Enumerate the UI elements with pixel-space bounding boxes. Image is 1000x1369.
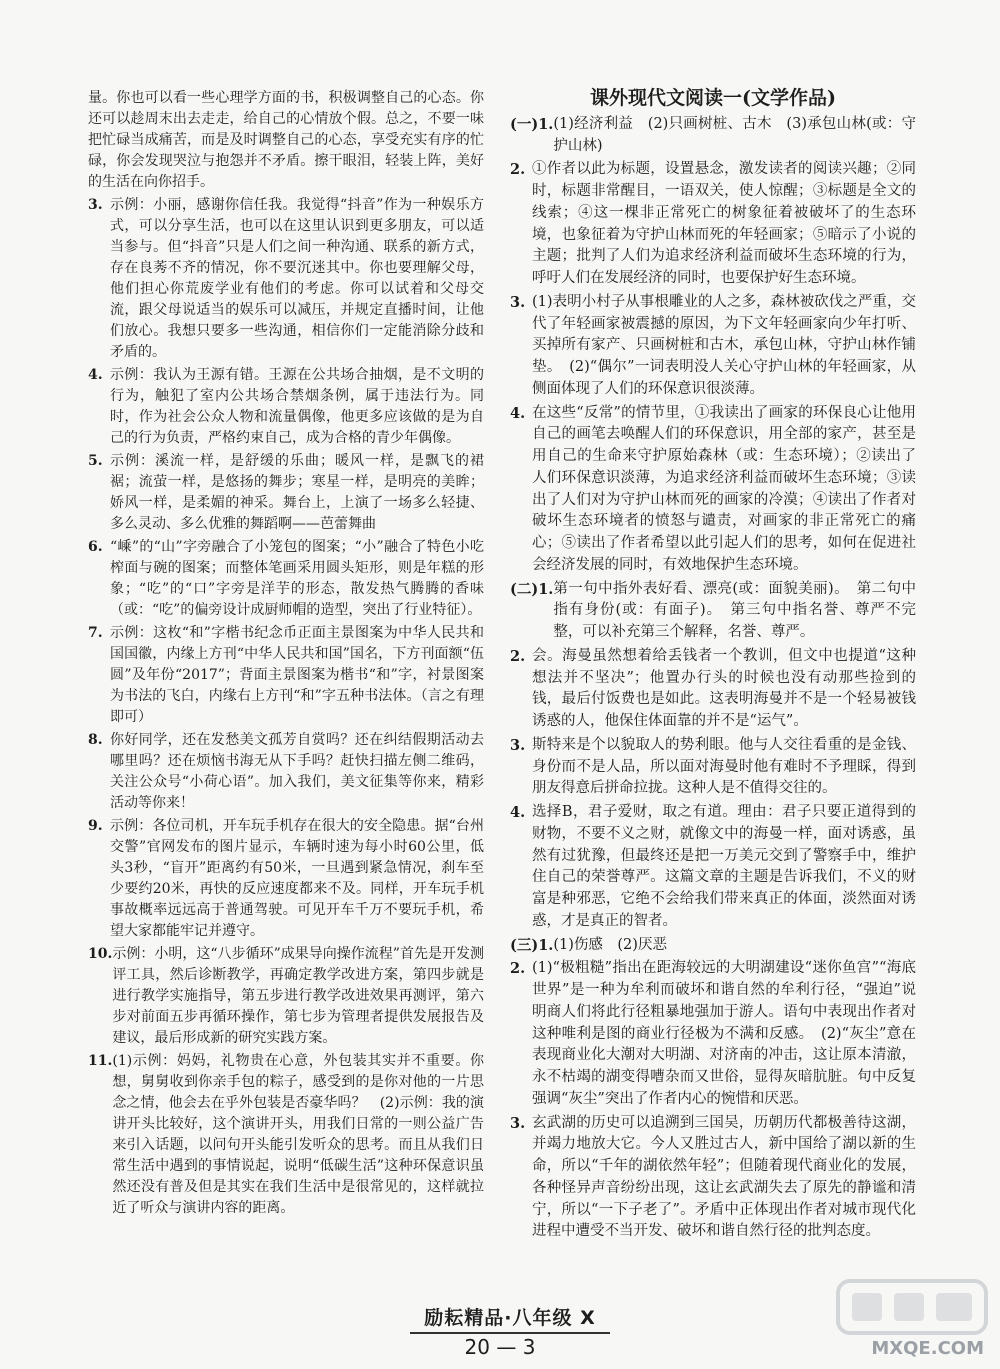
answer-text: ①作者以此为标题，设置悬念，激发读者的阅读兴趣；②同时，标题非常醒目，一语双关，使人惊醒；③标题是全文的线索；④这一棵非正常死亡的树象征着被破坏了的生态环境，也象征着为守护山林而死的年轻画家；⑤暗示了小说的主题；批判了人们为追求经济利益而破坏生态环境的行为，呼吁人们在发展经济的同时，也要保护好生态环境。 xyxy=(532,161,916,286)
answer-item xyxy=(510,646,916,733)
answer-text: 在这些“反常”的情节里，①我读出了画家的环保良心让他用自己的画笔去唤醒人们的环保意识，用全部的家产，甚至是用自己的生命来守护原始森林（或：生态环境）；②读出了人们环保意识淡薄，为追求经济利益而破坏生态环境；③读出了人们对为守护山林而死的画家的冷漠；④读出了作者对破坏生态环境者的愤怒与谴责，对画家的非正常死亡的痛心；⑤读出了作者希望以此引起人们的思考，如何在促进社会经济发展的同时，有效地保护生态环境。 xyxy=(532,404,916,573)
section-title: 课外现代文阅读一(文学作品) xyxy=(590,87,836,109)
answer-number: 3. xyxy=(510,1114,526,1132)
answer-item xyxy=(88,365,484,449)
answer-text: 示例：各位司机，开车玩手机存在很大的安全隐患。据“台州交警”官网发布的图片显示，车辆时速为每小时60公里，低头3秒，“盲开”距离约有50米，一旦遇到紧急情况，刹车至少要约20米，再快的反应速度都来不及。同样，开车玩手机事故概率远远高于普通驾驶。可见开车千万不要玩手机，希望大家都能牢记并遵守。 xyxy=(110,818,484,939)
answer-text: (1)示例：妈妈，礼物贵在心意，外包装其实并不重要。你想，舅舅收到你亲手包的粽子，感受到的是你对他的一片思念之情，他会去在乎外包装是否豪华吗？ (2)示例：我的演讲开头比较好，这个演讲开头，用我们日常的一则公益广告来引入话题，以问句开头能引发听众的思考。而且从我们日常生活中遇到的事情说起，说明“低碳生活”这种环保意识虽然还没有普及但是其实在我们生活中是很常见的，这样就拉近了听众与演讲内容的距离。 xyxy=(112,1053,484,1216)
answer-item xyxy=(510,935,916,957)
answer-text: 示例：小丽，感谢你信任我。我觉得“抖音”作为一种娱乐方式，可以分享生活，也可以在这里认识到更多朋友，可以适当参与。但“抖音”只是人们之间一种沟通、联系的新方式，存在良莠不齐的情况，你不要沉迷其中。你也要理解父母，他们担心你荒废学业有他们的考虑。你可以试着和父母交流，跟父母说适当的娱乐可以减压，并规定直播时间，让他们放心。我想只要多一些沟通，相信你们一定能消除分歧和矛盾的。 xyxy=(110,197,484,360)
answer-number: 4. xyxy=(510,404,526,422)
answer-item xyxy=(510,802,916,933)
answer-text: 会。海曼虽然想着给丢钱者一个教训，但文中也提道“这种想法并不坚决”；他置办行头的时候也没有动那些捡到的钱，最后付饭费也是如此。这表明海曼并不是一个轻易被钱诱惑的人，他保住体面靠的并不是“运气”。 xyxy=(532,647,916,729)
answer-number: 4. xyxy=(510,804,526,821)
answer-item xyxy=(510,958,916,1110)
answer-item xyxy=(510,1113,916,1244)
answer-item xyxy=(510,403,916,577)
book-title: 励耘精品·八年级 X xyxy=(410,1303,610,1334)
answer-number: 2. xyxy=(510,161,526,179)
answer-number: 11. xyxy=(88,1053,113,1069)
answer-text: (1)伤感 (2)厌恶 xyxy=(553,936,667,953)
answer-text: (1)经济利益 (2)只画树桩、古木 (3)承包山林(或：守护山林) xyxy=(553,115,916,154)
answer-number: 6. xyxy=(88,539,103,555)
answer-text: “嵊”的“山”字旁融合了小笼包的图案；“小”融合了特色小吃榨面与碗的图案；而整体笔画采用圆头矩形，则是年糕的形象；“吃”的“口”字旁是洋芋的形态，散发热气腾腾的香味（或：“吃”的偏旁设计成厨师帽的造型，突出了行业特征）。 xyxy=(110,539,484,618)
answer-number: (二)1. xyxy=(510,580,554,598)
answer-item xyxy=(88,816,484,942)
right-column xyxy=(510,88,916,1245)
answer-text: 玄武湖的历史可以追溯到三国吴，历朝历代都极善待这湖，并竭力地放大它。今人又胜过古人，新中国给了湖以新的生命，所以“千年的湖依然年轻”；但随着现代商业化的发展，各种怪异声音纷纷出现，这让玄武湖失去了原先的静谧和清宁，所以“一下子老了”。矛盾中正体现出作者对城市现代化进程中遭受不当开发、破坏和谐自然行径的批判态度。 xyxy=(532,1114,916,1240)
intro-paragraph: 量。你也可以看一些心理学方面的书，积极调整自己的心态。你还可以趁周末出去走走，给自己的心情放个假。总之，不要一味把忙碌当成痛苦，而是及时调整自己的心态，享受充实有序的忙碌，你会发现哭泣与抱怨并不矛盾。擦干眼泪，轻装上阵，美好的生活在向你招手。 xyxy=(88,90,484,190)
left-column xyxy=(88,88,484,1221)
answer-text: 选择B，君子爱财，取之有道。理由：君子只要正道得到的财物，不要不义之财，就像文中的海曼一样，面对诱惑，虽然有过犹豫，但最终还是把一万美元交到了警察手中，维护住自己的荣誉尊严。这篇文章的主题是告诉我们，不义的财富是种邪恶，它绝不会给我们带来真正的体面，淡然面对诱惑，才是真正的智者。 xyxy=(532,804,916,929)
answer-text: 示例：小明，这“八步循环”成果导向操作流程”首先是开发测评工具，然后诊断教学，再确定教学改进方案，第四步就是进行教学实施指导，第五步进行教学改进效果再测评，第六步对前面五步再循环操作，第七步为管理者提供发展报告及建议，最后形成新的研究实践方案。 xyxy=(112,946,484,1046)
answer-number: 3. xyxy=(88,197,103,213)
answer-text: (1)“极粗糙”指出在距海较远的大明湖建设“迷你鱼宫”“海底世界”是一种为牟利而破坏和谐自然的牟利行径，“强迫”说明商人们将此行径粗暴地强加于游人。语句中表现出作者对这种唯利是图的商业行径极为不满和反感。 (2)“灰尘”意在表现商业化大潮对大明湖、对济南的冲击，这让原本清澈，永不枯竭的湖变得嘈杂而又世俗，显得灰暗肮脏。句中反复强调“灰尘”突出了作者内心的惋惜和厌恶。 xyxy=(532,960,916,1107)
answer-number: (三)1. xyxy=(510,936,554,954)
answer-number: 7. xyxy=(88,625,103,641)
answer-item xyxy=(88,451,484,535)
answer-item xyxy=(510,735,916,800)
answer-number: 5. xyxy=(88,453,103,469)
answer-item xyxy=(88,730,484,814)
page-number: 20 — 3 xyxy=(464,1335,536,1359)
answer-item xyxy=(88,537,484,621)
answer-item xyxy=(510,579,916,644)
answer-text: 示例：溪流一样，是舒缓的乐曲；暖风一样，是飘飞的裙裾；流萤一样，是悠扬的舞步；寒星一样，是明亮的美眸；娇风一样，是柔媚的神采。舞台上，上演了一场多么轻捷、多么灵动、多么优雅的舞蹈啊——芭蕾舞曲 xyxy=(110,453,484,532)
answer-number: 3. xyxy=(510,736,526,754)
answer-item xyxy=(510,114,916,158)
watermark-text: MXQE.COM xyxy=(871,1338,984,1359)
answer-number: 3. xyxy=(510,293,526,311)
answer-text: (1)表明小村子从事根雕业的人之多，森林被砍伐之严重，交代了年轻画家被震撼的原因，为下文年轻画家向少年打听、买掉所有家产、只画树桩和古木，承包山林，守护山林作铺垫。 (2)“偶尔”一词表明没人关心守护山林的年轻画家，从侧面体现了人们的环保意识很淡薄。 xyxy=(532,293,916,397)
answer-number: 8. xyxy=(88,732,103,748)
left-answer-list xyxy=(88,195,484,1219)
answer-text: 第一句中指外表好看、漂亮(或：面貌美丽)。 第二句中指有身份(或：有面子)。 第三句中指名誉、尊严不完整，可以补充第三个解释，名誉、尊严。 xyxy=(553,580,916,640)
answer-number: 2. xyxy=(510,647,526,665)
right-answer-list xyxy=(510,114,916,1243)
answer-item xyxy=(510,159,916,290)
answer-item xyxy=(510,292,916,401)
answer-text: 你好同学，还在发愁美文孤芳自赏吗？还在纠结假期活动去哪里吗？还在烦恼书海无从下手吗？赶快扫描左侧二维码，关注公众号“小荷心语”。加入我们，美文征集等你来，精彩活动等你来！ xyxy=(110,732,484,811)
answer-item xyxy=(88,195,484,363)
answer-text: 斯特来是个以貌取人的势利眼。他与人交往看重的是金钱、身份而不是人品，所以面对海曼时他有难时不予理睬，得到朋友得意后拼命拉拢。这种人是不值得交往的。 xyxy=(532,736,916,797)
answer-item xyxy=(88,944,484,1049)
answer-item xyxy=(88,623,484,728)
answer-text: 示例：我认为王源有错。王源在公共场合抽烟，是不文明的行为，触犯了室内公共场合禁烟条例，属于违法行为。同时，作为社会公众人物和流量偶像，他更多应该做的是为自己的行为负责，严格约束自己，成为合格的青少年偶像。 xyxy=(110,367,484,446)
answer-number: 10. xyxy=(88,946,113,962)
answer-item xyxy=(88,1051,484,1219)
answer-number: 9. xyxy=(88,818,103,834)
answer-number: (一)1. xyxy=(510,115,554,133)
answer-number: 4. xyxy=(88,367,103,383)
answer-text: 示例：这枚“和”字楷书纪念币正面主景图案为中华人民共和国国徽，内缘上方刊“中华人民共和国”国名，下方刊面额“伍圆”及年份“2017”；背面主景图案为楷书“和”字，衬景图案为书法的飞白，内缘右上方刊“和”字五种书法体。（言之有理即可） xyxy=(110,625,484,725)
answer-number: 2. xyxy=(510,960,526,978)
